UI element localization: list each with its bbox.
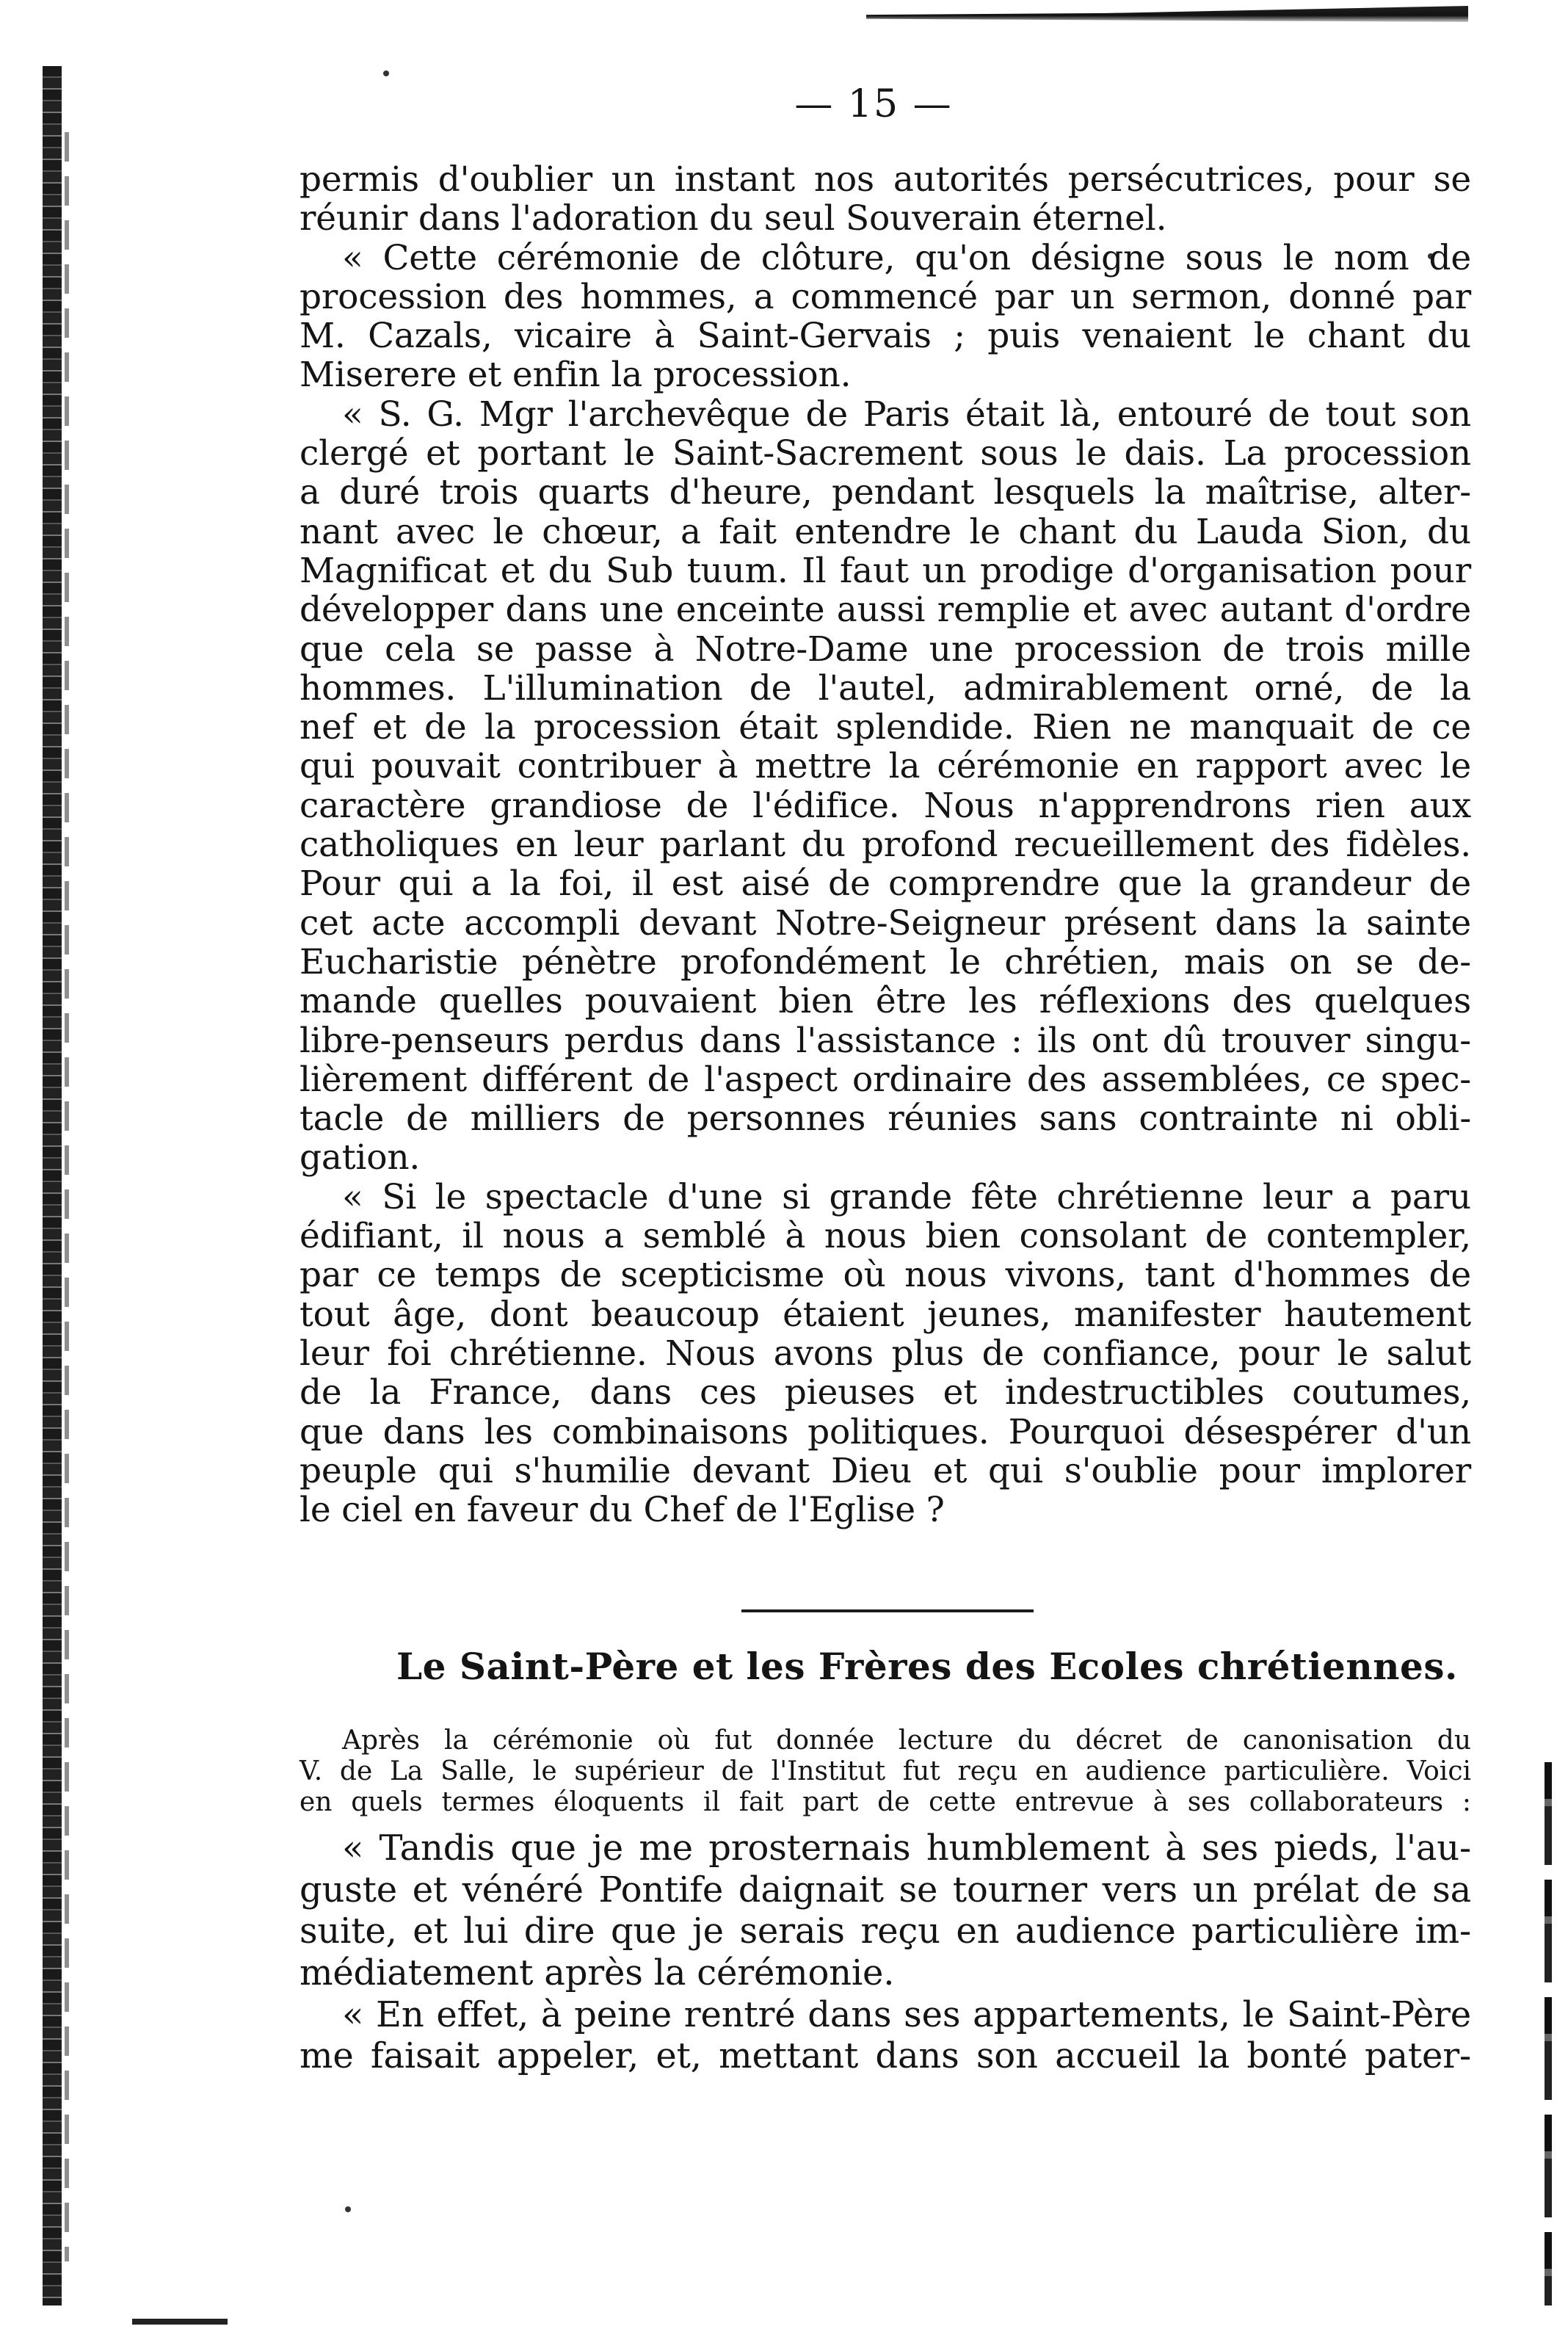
text-line: leur foi chrétienne. Nous avons plus de confiance, pour le salut bbox=[300, 1333, 1471, 1374]
text-line: par ce temps de scepticisme où nous vivons, tant d'hommes de bbox=[300, 1255, 1471, 1296]
text-line: catholiques en leur parlant du profond recueillement des fidèles. bbox=[300, 825, 1471, 866]
body-text-upper bbox=[300, 160, 1471, 1529]
text-line: a duré trois quarts d'heure, pendant lesquels la maîtrise, alter- bbox=[300, 472, 1471, 513]
scan-speck bbox=[383, 70, 389, 76]
text-line: guste et vénéré Pontife daignait se tourner vers un prélat de sa bbox=[300, 1869, 1471, 1910]
paragraph-5 bbox=[300, 1828, 1471, 1994]
text-line: Eucharistie pénètre profondément le chrétien, mais on se de- bbox=[300, 941, 1471, 982]
text-line: procession des hommes, a commencé par un sermon, donné par bbox=[300, 276, 1471, 317]
text-line: de la France, dans ces pieuses et indestructibles coutumes, bbox=[300, 1372, 1471, 1413]
text-line: cet acte accompli devant Notre-Seigneur présent dans la sainte bbox=[300, 902, 1471, 943]
text-line: Pour qui a la foi, il est aisé de comprendre que la grandeur de bbox=[300, 863, 1471, 905]
text-line: gation. bbox=[300, 1137, 421, 1178]
text-line: « Tandis que je me prosternais humblement à ses pieds, l'au- bbox=[342, 1828, 1471, 1869]
paragraph-2 bbox=[300, 239, 1471, 395]
intro-line: Après la cérémonie où fut donnée lecture du décret de canonisation du bbox=[342, 1725, 1471, 1756]
scan-edge-right bbox=[1545, 1762, 1552, 2305]
text-line: « Cette cérémonie de clôture, qu'on désigne sous le nom de bbox=[342, 237, 1471, 278]
paragraph-1 bbox=[300, 160, 1471, 239]
text-line: peuple qui s'humilie devant Dieu et qui s'oublie pour implorer bbox=[300, 1450, 1471, 1491]
text-line: tout âge, dont beaucoup étaient jeunes, manifester hautement bbox=[300, 1294, 1471, 1335]
intro-line: V. de La Salle, le supérieur de l'Institut fut reçu en audience particulière. Voici bbox=[300, 1756, 1471, 1786]
text-line: me faisait appeler, et, mettant dans son accueil la bonté pater- bbox=[300, 2035, 1471, 2077]
text-line: mande quelles pouvaient bien être les réflexions des quelques bbox=[300, 981, 1471, 1022]
paragraph-4 bbox=[300, 1178, 1471, 1530]
scan-speck bbox=[345, 2206, 351, 2212]
text-line: nant avec le chœur, a fait entendre le chant du Lauda Sion, du bbox=[300, 511, 1471, 552]
text-line: M. Cazals, vicaire à Saint-Gervais ; puis venaient le chant du bbox=[300, 316, 1471, 357]
text-line: nef et de la procession était splendide. Rien ne manquait de ce bbox=[300, 707, 1471, 748]
text-line: permis d'oublier un instant nos autorités persécutrices, pour se bbox=[300, 159, 1471, 200]
text-line: réunir dans l'adoration du seul Souverain éternel. bbox=[300, 198, 1167, 239]
paragraph-6 bbox=[300, 1994, 1471, 2077]
text-line: le ciel en faveur du Chef de l'Eglise ? bbox=[300, 1490, 945, 1531]
text-line: libre-penseurs perdus dans l'assistance : ils ont dû trouver singu- bbox=[300, 1020, 1471, 1061]
text-line: hommes. L'illumination de l'autel, admirablement orné, de la bbox=[300, 667, 1471, 709]
text-line: Magnificat et du Sub tuum. Il faut un prodige d'organisation pour bbox=[300, 550, 1471, 591]
body-text-lower bbox=[300, 1828, 1471, 2077]
section-separator bbox=[741, 1609, 1034, 1612]
text-line: édifiant, il nous a semblé à nous bien consolant de contempler, bbox=[300, 1216, 1471, 1257]
text-line: que dans les combinaisons politiques. Pourquoi désespérer d'un bbox=[300, 1411, 1471, 1452]
text-line: caractère grandiose de l'édifice. Nous n'apprendrons rien aux bbox=[300, 785, 1471, 826]
scan-edge-left bbox=[43, 66, 62, 2305]
scan-edge-bottom bbox=[132, 2319, 228, 2325]
text-line: Miserere et enfin la procession. bbox=[300, 355, 852, 396]
text-line: développer dans une enceinte aussi remplie et avec autant d'ordre bbox=[300, 590, 1471, 631]
text-line: clergé et portant le Saint-Sacrement sous le dais. La procession bbox=[300, 433, 1471, 474]
page-number: — 15 — bbox=[794, 82, 953, 126]
intro-line: en quels termes éloquents il fait part de cette entrevue à ses collaborateurs : bbox=[300, 1787, 1471, 1817]
text-line: « En effet, à peine rentré dans ses appartements, le Saint-Père bbox=[342, 1993, 1471, 2035]
section-heading: Le Saint-Père et les Frères des Ecoles chrétiennes. bbox=[396, 1645, 1458, 1688]
text-line: que cela se passe à Notre-Dame une procession de trois mille bbox=[300, 629, 1471, 670]
text-line: médiatement après la cérémonie. bbox=[300, 1952, 895, 1994]
scan-edge-left-inner bbox=[65, 132, 69, 2261]
text-line: qui pouvait contribuer à mettre la cérémonie en rapport avec le bbox=[300, 746, 1471, 787]
scan-edge-top bbox=[866, 6, 1468, 22]
text-line: lièrement différent de l'aspect ordinaire des assemblées, ce spec- bbox=[300, 1059, 1471, 1100]
text-line: tacle de milliers de personnes réunies sans contrainte ni obli- bbox=[300, 1098, 1471, 1140]
text-line: « Si le spectacle d'une si grande fête chrétienne leur a paru bbox=[342, 1176, 1471, 1217]
section-intro bbox=[300, 1725, 1471, 1818]
paragraph-3 bbox=[300, 395, 1471, 1178]
text-line: « S. G. Mgr l'archevêque de Paris était là, entouré de tout son bbox=[342, 394, 1471, 435]
text-line: suite, et lui dire que je serais reçu en audience particulière im- bbox=[300, 1910, 1471, 1952]
